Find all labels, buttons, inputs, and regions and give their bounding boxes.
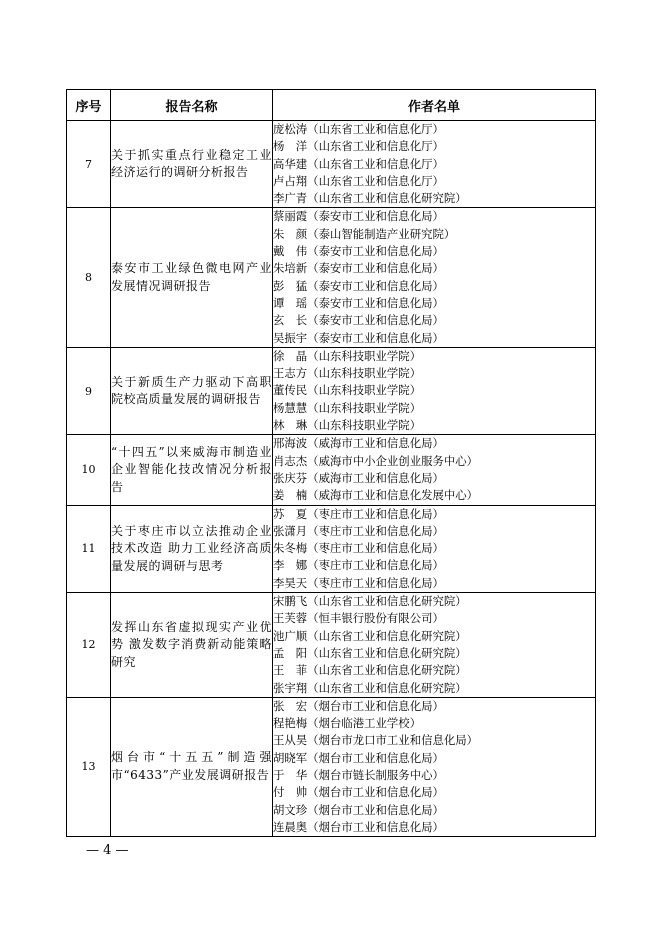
author-entry: 程艳梅（烟台临港工业学校）: [273, 716, 422, 731]
author-entry: 谭 瑶（泰安市工业和信息化局）: [273, 295, 444, 310]
author-entry: 蔡丽霞（泰安市工业和信息化局）: [273, 209, 444, 224]
row-serial-number: 11: [67, 505, 111, 592]
author-entry: 姜 楠（威海市工业和信息化发展中心）: [273, 488, 479, 503]
row-author-list: [273, 435, 596, 505]
author-entry: 高华建（山东省工业和信息化厅）: [273, 156, 444, 171]
row-report-title: 关于新质生产力驱动下高职院校高质量发展的调研报告: [111, 347, 273, 434]
report-table: [66, 89, 596, 837]
author-entry: 吴振宇（泰安市工业和信息化局）: [273, 330, 444, 345]
author-entry: 付 帅（烟台市工业和信息化局）: [273, 785, 444, 800]
row-serial-number: 13: [67, 697, 111, 836]
author-entry: 李昊天（枣庄市工业和信息化局）: [273, 575, 444, 590]
header-serial-number: 序号: [67, 90, 111, 121]
header-author-list: 作者名单: [273, 90, 596, 121]
row-report-title: 烟台市“十五五”制造强市“6433”产业发展调研报告: [111, 697, 273, 836]
author-entry: 于 华（烟台市链长制服务中心）: [273, 767, 444, 782]
row-report-title: 发挥山东省虚拟现实产业优势 激发数字消费新动能策略研究: [111, 593, 273, 698]
author-entry: 玄 长（泰安市工业和信息化局）: [273, 313, 444, 328]
table-row: [67, 593, 596, 698]
table-row: [67, 347, 596, 434]
author-entry: 宋鹏飞（山东省工业和信息化研究院）: [273, 594, 467, 609]
table-row: [67, 208, 596, 347]
author-entry: 朱冬梅（枣庄市工业和信息化局）: [273, 541, 444, 556]
row-author-list: [273, 505, 596, 592]
row-serial-number: 9: [67, 347, 111, 434]
author-entry: 杨慧慧（山东科技职业学院）: [273, 400, 422, 415]
row-author-list: [273, 208, 596, 347]
author-entry: 朱 颜（泰山智能制造产业研究院）: [273, 226, 456, 241]
author-entry: 张潇月（枣庄市工业和信息化局）: [273, 523, 444, 538]
author-entry: 董传民（山东科技职业学院）: [273, 383, 422, 398]
author-entry: 胡文珍（烟台市工业和信息化局）: [273, 802, 444, 817]
row-author-list: [273, 347, 596, 434]
author-entry: 苏 夏（枣庄市工业和信息化局）: [273, 506, 444, 521]
author-entry: 杨 洋（山东省工业和信息化厅）: [273, 139, 444, 154]
author-entry: 王芙蓉（恒丰银行股份有限公司）: [273, 611, 444, 626]
table-row: [67, 697, 596, 836]
table-row: [67, 121, 596, 208]
author-entry: 李广青（山东省工业和信息化研究院）: [273, 191, 467, 206]
row-serial-number: 10: [67, 435, 111, 505]
author-entry: 朱培新（泰安市工业和信息化局）: [273, 261, 444, 276]
author-entry: 庞松涛（山东省工业和信息化厅）: [273, 122, 444, 136]
table-body: [67, 121, 596, 837]
author-entry: 王从昊（烟台市龙口市工业和信息化局）: [273, 733, 479, 748]
row-serial-number: 8: [67, 208, 111, 347]
author-entry: 彭 猛（泰安市工业和信息化局）: [273, 278, 444, 293]
row-report-title: 关于枣庄市以立法推动企业技术改造 助力工业经济高质量发展的调研与思考: [111, 505, 273, 592]
author-entry: 张 宏（烟台市工业和信息化局）: [273, 698, 444, 713]
author-entry: 王 菲（山东省工业和信息化研究院）: [273, 663, 467, 678]
row-report-title: “十四五”以来威海市制造业企业智能化技改情况分析报告: [111, 435, 273, 505]
author-entry: 邢海波（威海市工业和信息化局）: [273, 436, 444, 451]
row-report-title: 关于抓实重点行业稳定工业经济运行的调研分析报告: [111, 121, 273, 208]
author-entry: 胡晓军（烟台市工业和信息化局）: [273, 750, 444, 765]
row-author-list: [273, 697, 596, 836]
table-row: [67, 435, 596, 505]
row-author-list: [273, 121, 596, 208]
author-entry: 连晨奥（烟台市工业和信息化局）: [273, 819, 444, 834]
row-author-list: [273, 593, 596, 698]
row-report-title: 泰安市工业绿色微电网产业发展情况调研报告: [111, 208, 273, 347]
author-entry: 张庆芬（威海市工业和信息化局）: [273, 470, 444, 485]
table-header-row: [67, 90, 596, 121]
table-row: [67, 505, 596, 592]
author-entry: 戴 伟（泰安市工业和信息化局）: [273, 244, 444, 259]
header-report-title: 报告名称: [111, 90, 273, 121]
author-entry: 张宇翔（山东省工业和信息化研究院）: [273, 680, 467, 695]
author-entry: 卢占翔（山东省工业和信息化厅）: [273, 173, 444, 188]
row-serial-number: 7: [67, 121, 111, 208]
row-serial-number: 12: [67, 593, 111, 698]
author-entry: 肖志杰（威海市中小企业创业服务中心）: [273, 453, 479, 468]
author-entry: 林 琳（山东科技职业学院）: [273, 418, 422, 433]
author-entry: 王志方（山东科技职业学院）: [273, 366, 422, 381]
author-entry: 李 娜（枣庄市工业和信息化局）: [273, 558, 444, 573]
author-entry: 池广顺（山东省工业和信息化研究院）: [273, 628, 467, 643]
author-entry: 徐 晶（山东科技职业学院）: [273, 348, 422, 363]
author-entry: 孟 阳（山东省工业和信息化研究院）: [273, 645, 467, 660]
page-number: — 4 —: [86, 843, 129, 858]
